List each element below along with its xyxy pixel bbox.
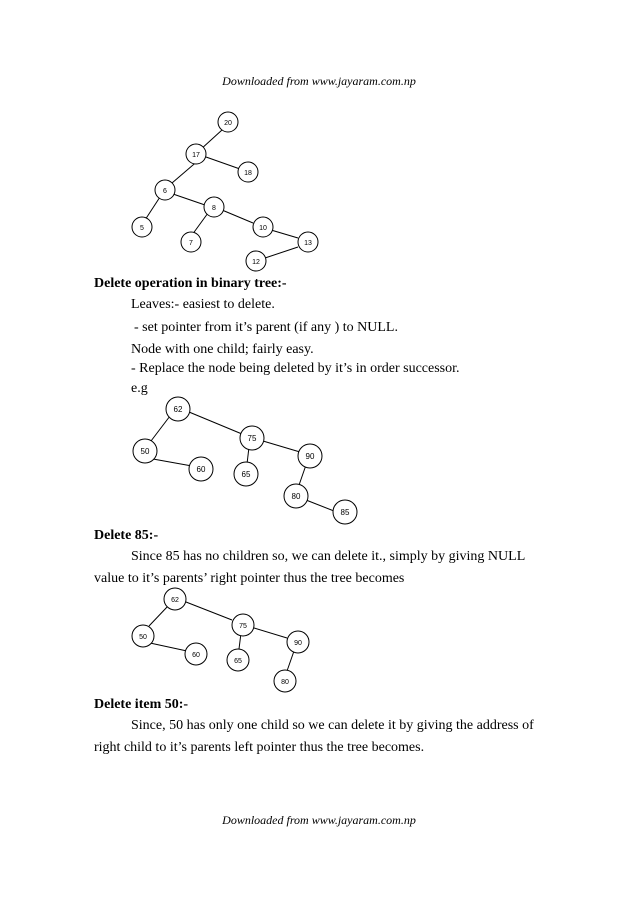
section-heading: Delete operation in binary tree:- — [94, 276, 287, 291]
text-line: right child to it’s parents left pointer thus the tree becomes. — [94, 740, 425, 755]
text-line: e.g — [131, 381, 148, 396]
tree2-node: 85 — [340, 508, 350, 517]
text-line: Node with one child; fairly easy. — [131, 342, 314, 357]
tree2-node: 80 — [291, 492, 301, 501]
text-line: Leaves:- easiest to delete. — [131, 297, 275, 312]
tree3-node: 90 — [294, 640, 302, 647]
text-line: Since, 50 has only one child so we can delete it by giving the address of — [131, 718, 534, 733]
tree1-node: 18 — [244, 170, 252, 177]
tree1-node: 6 — [163, 188, 167, 195]
tree2-node: 62 — [173, 405, 183, 414]
tree2-node: 50 — [140, 447, 150, 456]
tree3-node: 62 — [171, 597, 179, 604]
tree2-node: 60 — [196, 465, 206, 474]
page-header: Downloaded from www.jayaram.com.np — [222, 74, 416, 88]
text-line: - Replace the node being deleted by it’s in order successor. — [131, 361, 460, 376]
tree3-node: 60 — [192, 652, 200, 659]
tree1-node: 13 — [304, 240, 312, 247]
page-footer: Downloaded from www.jayaram.com.np — [222, 813, 416, 827]
tree2-node: 75 — [247, 434, 257, 443]
text-line: - set pointer from it’s parent (if any ) to NULL. — [134, 320, 398, 335]
tree1-node: 17 — [192, 152, 200, 159]
section-heading: Delete 85:- — [94, 528, 159, 543]
text-line: value to it’s parents’ right pointer thus the tree becomes — [94, 571, 405, 586]
tree3-node: 50 — [139, 634, 147, 641]
section-heading: Delete item 50:- — [94, 697, 189, 712]
tree3-node: 75 — [239, 623, 247, 630]
tree2-node: 90 — [305, 452, 315, 461]
tree1-node: 10 — [259, 225, 267, 232]
tree1-node: 12 — [252, 259, 260, 266]
tree3-node: 65 — [234, 658, 242, 665]
tree1-node: 8 — [212, 205, 216, 212]
tree1-node: 5 — [140, 225, 144, 232]
tree3-node: 80 — [281, 679, 289, 686]
tree2-node: 65 — [241, 470, 251, 479]
tree1-node: 7 — [189, 240, 193, 247]
tree1-node: 20 — [224, 120, 232, 127]
text-line: Since 85 has no children so, we can delete it., simply by giving NULL — [131, 549, 526, 564]
